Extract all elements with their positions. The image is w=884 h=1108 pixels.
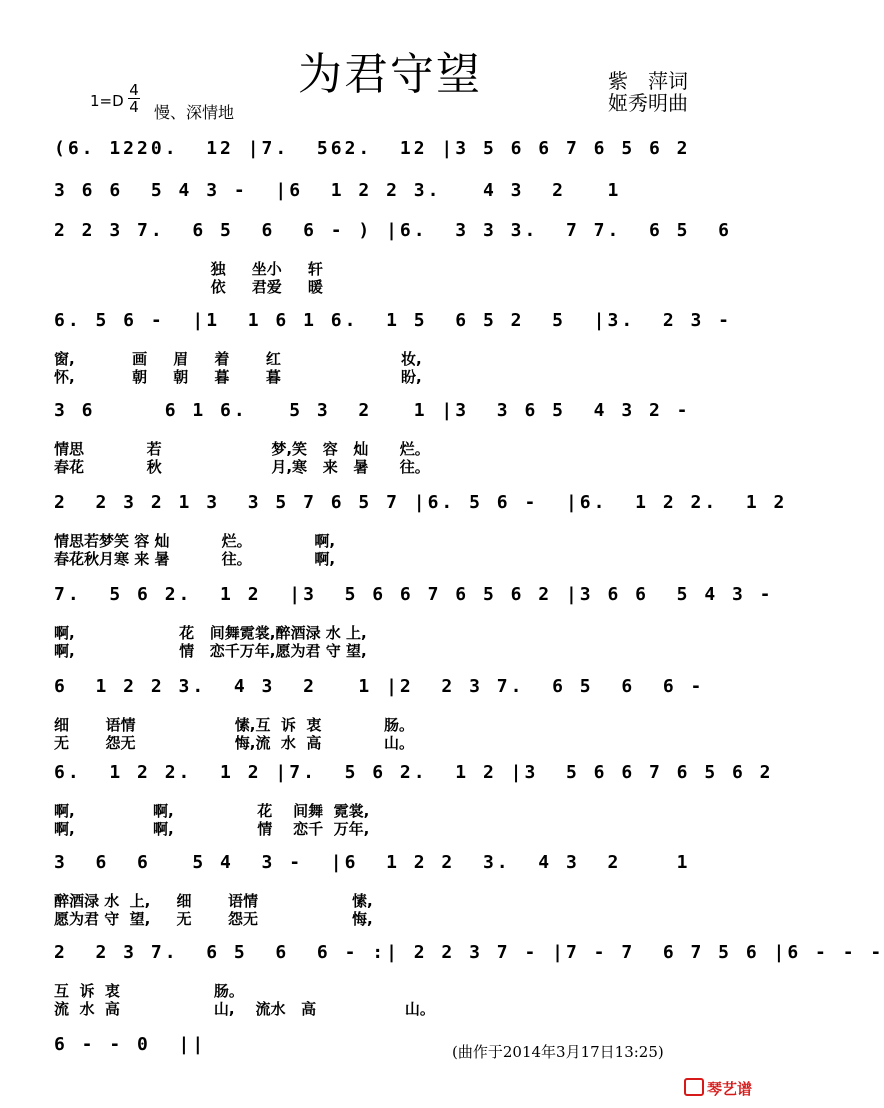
logo-text: 琴艺谱 — [707, 1080, 753, 1098]
logo-icon — [684, 1078, 704, 1096]
key-signature: 1=D — [90, 92, 124, 110]
notation-line: 6 - - 0 || — [54, 1034, 207, 1055]
lyric-verse-2: 无 怨无 悔,流 水 高 山。 — [54, 734, 415, 752]
lyric-verse-1: 窗, 画 眉 着 红 妆, — [54, 350, 422, 368]
lyric-verse-1: 互 诉 衷 肠。 — [54, 982, 244, 1000]
lyric-verse-2: 春花 秋 月,寒 来 暑 往。 — [54, 458, 430, 476]
time-signature-top: 4 — [129, 81, 139, 99]
lyric-verse-2: 愿为君 守 望, 无 怨无 悔, — [54, 910, 373, 928]
lyric-verse-1: 情思 若 梦,笑 容 灿 烂。 — [54, 440, 430, 458]
notation-line: (6. 1220. 12 |7. 562. 12 |3 5 6 6 7 6 5 6 2 — [54, 138, 691, 159]
notation-line: 6. 5 6 - |1 1 6 1 6. 1 5 6 5 2 5 |3. 2 3 - — [54, 310, 733, 331]
lyric-verse-2: 啊, 情 恋千万年,愿为君 守 望, — [54, 642, 367, 660]
lyric-verse-1: 啊, 花 间舞霓裳,醉酒渌 水 上, — [54, 624, 367, 642]
notation-line: 2 2 3 2 1 3 3 5 7 6 5 7 |6. 5 6 - |6. 1 2 2. 1 2 — [54, 492, 788, 513]
lyric-verse-1: 独 坐小 轩 — [54, 260, 323, 278]
lyricist: 紫 萍词 — [608, 69, 688, 93]
lyric-verse-2: 怀, 朝 朝 暮 暮 盼, — [54, 368, 422, 386]
notation-line: 3 6 6 1 6. 5 3 2 1 |3 3 6 5 4 3 2 - — [54, 400, 691, 421]
lyric-verse-2: 流 水 高 山, 流水 高 山。 — [54, 1000, 435, 1018]
lyric-verse-1 — [54, 1072, 726, 1090]
time-signature — [128, 82, 140, 115]
lyric-verse-2: 依 君爱 暖 — [54, 278, 323, 296]
notation-line: 3 6 6 5 4 3 - |6 1 2 2 3. 4 3 2 1 — [54, 852, 691, 873]
notation-line: 7. 5 6 2. 1 2 |3 5 6 6 7 6 5 6 2 |3 6 6 5 4 3 - — [54, 584, 774, 605]
lyric-verse-1: 细 语情 愫,互 诉 衷 肠。 — [54, 716, 415, 734]
notation-line: 2 2 3 7. 6 5 6 6 - ) |6. 3 3 3. 7 7. 6 5 6 — [54, 220, 733, 241]
composition-date-note: (曲作于2014年3月17日13:25) — [452, 1043, 664, 1061]
lyric-verse-1: 啊, 啊, 花 间舞 霓裳, — [54, 802, 370, 820]
notation-line: 3 6 6 5 4 3 - |6 1 2 2 3. 4 3 2 1 — [54, 180, 622, 201]
lyric-verse-1: 醉酒渌 水 上, 细 语情 愫, — [54, 892, 373, 910]
time-signature-bottom: 4 — [129, 98, 139, 116]
site-logo — [684, 1078, 752, 1099]
lyric-verse-2 — [54, 1090, 726, 1108]
notation-line: 2 2 3 7. 6 5 6 6 - :| 2 2 3 7 - |7 - 7 6 7 5 6 |6 - - - — [54, 942, 884, 963]
credits — [608, 70, 688, 114]
lyric-verse-2: 啊, 啊, 情 恋千 万年, — [54, 820, 370, 838]
composer: 姬秀明曲 — [608, 91, 688, 115]
tempo-marking: 慢、深情地 — [154, 103, 235, 122]
notation-line: 6. 1 2 2. 1 2 |7. 5 6 2. 1 2 |3 5 6 6 7 6 5 6 2 — [54, 762, 774, 783]
lyric-verse-1: 情思若梦笑 容 灿 烂。 啊, — [54, 532, 336, 550]
lyric-verse-2: 春花秋月寒 来 暑 往。 啊, — [54, 550, 336, 568]
song-title: 为君守望 — [298, 49, 482, 100]
notation-line: 6 1 2 2 3. 4 3 2 1 |2 2 3 7. 6 5 6 6 - — [54, 676, 705, 697]
